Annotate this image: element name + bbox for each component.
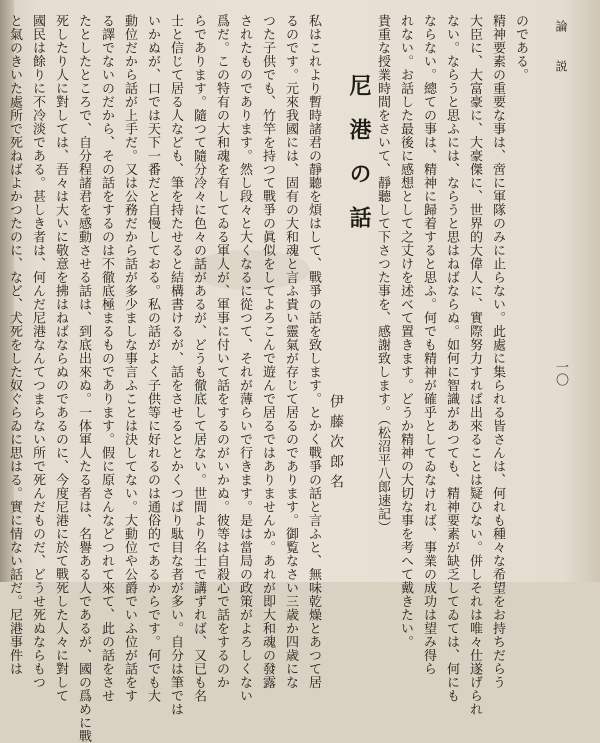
text-column: 貴重な授業時間をさいて、靜聽して下さつた事を、感謝致します。（松沼平八郎速記） <box>375 14 390 534</box>
text-column: 動位だから話が上手だ。又は公務だから話が多少ましな事言ふことは決してない。大動位や公爵でいふ位が話をす <box>122 14 137 703</box>
text-column: 精神要素の重要な事は、啻に軍隊のみに止らない。此處に集られる皆さんは、何れも種々な希望をお持ちだらう <box>490 14 505 689</box>
running-title: 論 説 <box>554 20 568 84</box>
article-title: 尼港の話 <box>346 74 372 250</box>
text-column: いかぬが、口では天下一番だと自慢しておる。私の話がよく子供等に好れるのは通俗的であるからです。何でも大 <box>145 14 160 703</box>
text-column: 大臣に、大富豪に、大豪傑に、世界的大偉人に、實際努力すれば出來ることは疑ひない。併しそれは唯々仕遂げられ <box>467 14 482 716</box>
text-column: のである。 <box>513 14 528 82</box>
text-column: 死したり人に對しては、吾々は大いに敬意を拂はねばならぬのであるのに、今度尼港に於て戰死した人々に對して <box>53 14 68 703</box>
text-column: る譯でないのだから、その話をするのは不徹底極まるものであります。假に原さんなどつれて來て、此の話をさせ <box>99 14 114 703</box>
text-column: 國民は餘りに不冷淡である。甚しき者は、何んだ尼港なんてつまらない所で死んだものだ、どうせ死ぬならもつ <box>30 14 45 689</box>
text-column: れない。お話した最後に感想として之丈けを述べて置きます。どうか精神の大切な事を考へて戴きたい。 <box>398 14 413 649</box>
article-body <box>7 14 530 743</box>
text-column: たとしたところで、自分程諸君を感動させる話は、到底出來ぬ。一体軍人たる者は、名譽ある人であるが、國の爲めに戰 <box>76 14 91 743</box>
text-column: るのです。元來我國には、固有の大和魂と言ふ貴い靈氣が存じて居るのであります。御覧なさい三歳か四歳にな <box>283 14 298 689</box>
text-column: つた子供でも、竹竿を持つて戰爭の眞似をしてよろこんで遊んで居るではありませんか。あれが即大和魂の發露 <box>260 14 275 689</box>
text-column: されたものであります。然し段々と大くなるに從つて、それが薄らいで行きます。是は當局の政策がよろしくない <box>237 14 252 703</box>
text-column: 爲だ。この特有の大和魂を有してゐる軍人が、軍事に付いて話をするのがいかぬ。彼等は自殺心で話をするのか <box>214 14 229 689</box>
text-column: らであります。隨つて隨分冷々に色々の話があるが、どうも徹底して居ない。世間より名士で講ずれば、又已も名 <box>191 14 206 703</box>
article-author: 伊藤次郎名 <box>328 394 344 494</box>
text-column: ない。ならうと思ふには、ならうと思はねばならぬ。如何に智識があつても、精神要素が缺乏してゐては、何にも <box>444 14 459 703</box>
text-column: 私はこれより暫時諸君の靜聽を煩はして、戰爭の話を致します。とかく戰爭の話と言ふと、無味乾燥とあつて居 <box>306 14 321 689</box>
text-column: 士と信じて居る人なども、筆を持たせると結構書けるが、話をさせるととかくつぱり駄目な者が多い。自分は筆では <box>168 14 183 716</box>
text-column: と氣のきいた處所で死ねばよかつたのに、など、犬死をした奴ぐらゐに思はる。實に情ない話だ。尼港事件は <box>7 14 22 676</box>
text-column <box>0 14 1 570</box>
text-column: ならない。總ての事は、精神に歸着すると思ふ。何でも精神が確乎としてゐなければ、事業の成功は望み得ら <box>421 14 436 676</box>
page-number: 一〇 <box>553 360 568 386</box>
